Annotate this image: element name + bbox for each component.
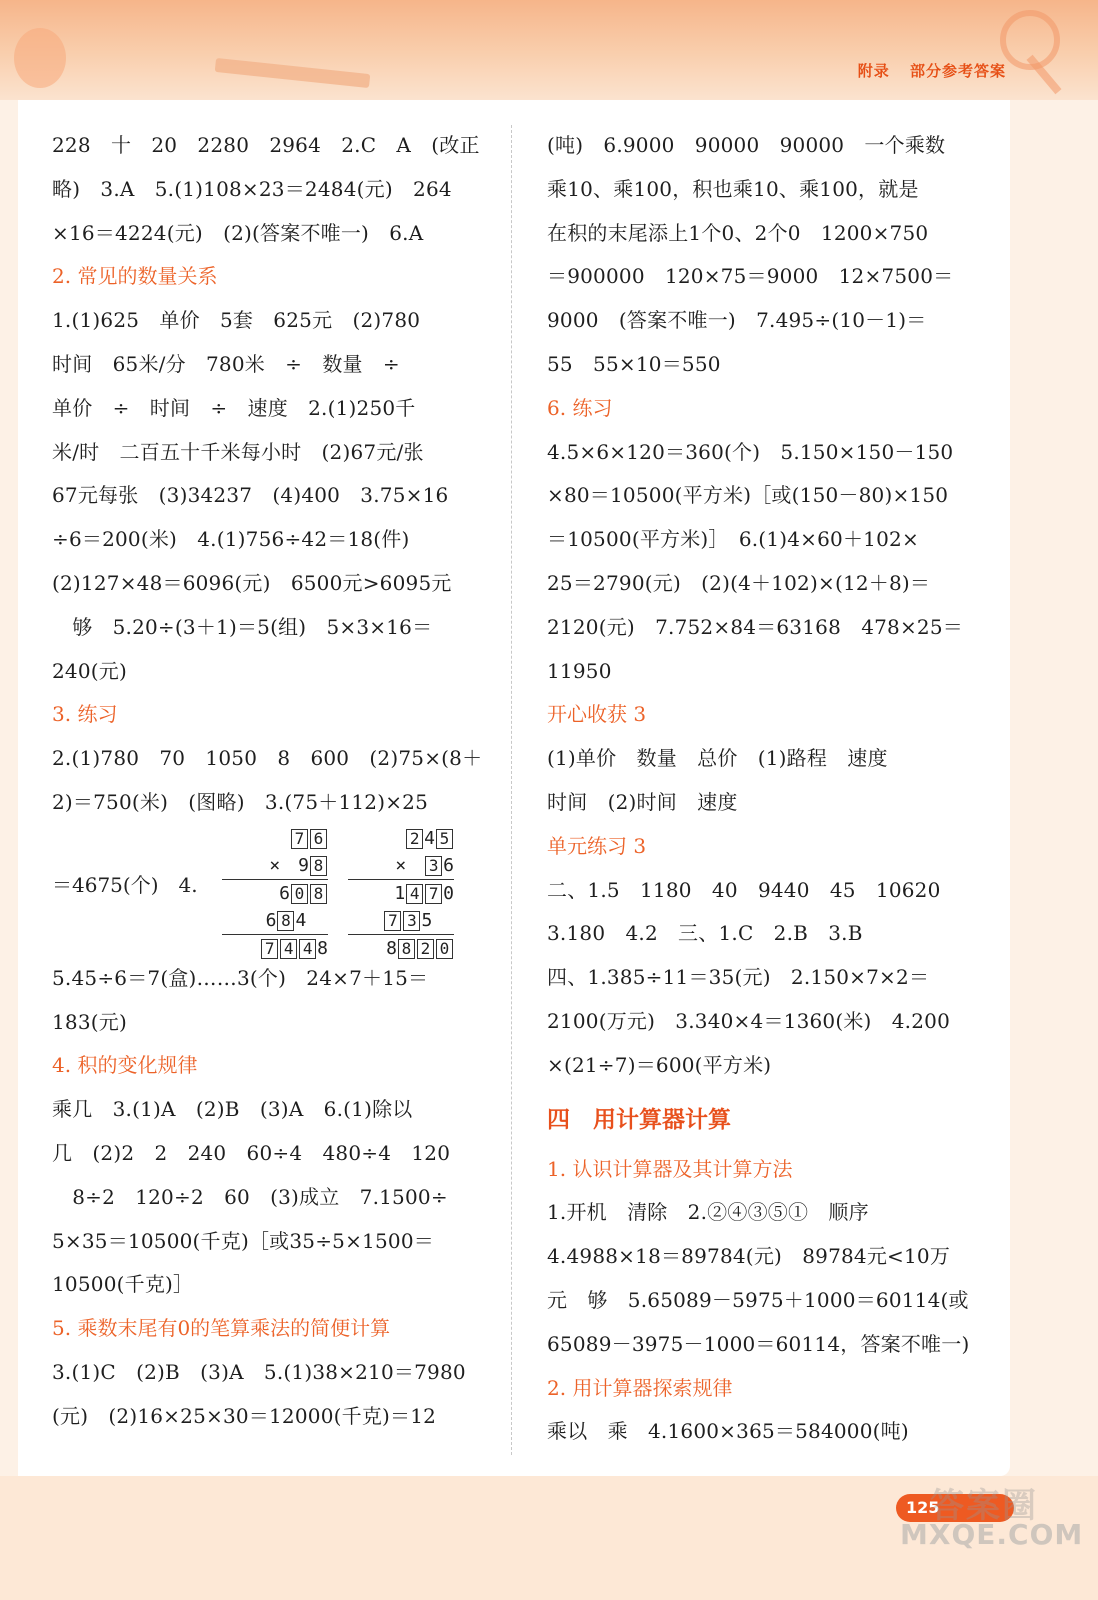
- partial-product-2: 7 3 5: [348, 907, 454, 934]
- partial-product-1: 1 4 7 0: [394, 882, 454, 904]
- answer-line: (元) (2)16×25×30＝12000(千克)＝12: [52, 1403, 437, 1428]
- answer-line: 67元每张 (3)34237 (4)400 3.75×16: [52, 483, 449, 508]
- answer-line: ＝4675(个) 4.: [52, 872, 198, 897]
- section-title: 4. 积的变化规律: [52, 1053, 198, 1078]
- section-title: 2. 用计算器探索规律: [547, 1375, 733, 1400]
- answer-line: (吨) 6.9000 90000 90000 一个乘数: [547, 133, 946, 157]
- section-title: 1. 认识计算器及其计算方法: [547, 1156, 793, 1181]
- section-title: 6. 练习: [547, 395, 613, 420]
- answer-line: (1)单价 数量 总价 (1)路程 速度: [547, 746, 888, 771]
- answer-line: 11950: [547, 658, 612, 683]
- answer-line: ＝10500(平方米)］ 6.(1)4×60＋102×: [547, 527, 919, 552]
- section-title: 开心收获 3: [547, 702, 647, 727]
- answer-line: 2100(万元) 3.340×4＝1360(米) 4.200: [547, 1008, 951, 1033]
- watermark-logo: 答案圈: [930, 1486, 1038, 1526]
- answer-line: 单价 ÷ 时间 ÷ 速度 2.(1)250千: [52, 395, 416, 420]
- answer-line: ×16＝4224(元) (2)(答案不唯一) 6.A: [52, 220, 424, 245]
- vertical-multiplication-2: [348, 825, 454, 962]
- answer-line: 5×35＝10500(千克)［或35÷5×1500＝: [52, 1228, 434, 1253]
- answers-title: 部分参考答案: [909, 62, 1006, 80]
- answer-line: ＝900000 120×75＝9000 12×7500＝: [547, 264, 954, 289]
- multiplicand: 7 6: [222, 825, 328, 852]
- answer-line: 2.(1)780 70 1050 8 600 (2)75×(8＋: [52, 746, 483, 771]
- answer-line: 3.180 4.2 三、1.C 2.B 3.B: [547, 921, 863, 946]
- answer-line: 1.开机 清除 2.②④③⑤① 顺序: [547, 1200, 869, 1225]
- answer-line: 米/时 二百五十千米每小时 (2)67元/张: [52, 439, 424, 464]
- right-column: [547, 124, 977, 1454]
- multiplier: × 3 6: [395, 854, 454, 876]
- chapter-title: 四 用计算器计算: [547, 1106, 731, 1133]
- answer-line: 几 (2)2 2 240 60÷4 480÷4 120: [52, 1140, 451, 1165]
- answer-line: 4.4988×18＝89784(元) 89784元<10万: [547, 1244, 951, 1269]
- answer-line: 55 55×10＝550: [547, 351, 721, 376]
- running-header: [844, 60, 1006, 81]
- answer-line: 228 十 20 2280 2964 2.C A (改正: [52, 133, 480, 157]
- answer-line: 时间 (2)时间 速度: [547, 789, 738, 814]
- left-column: [52, 124, 483, 1439]
- answer-line: 10500(千克)］: [52, 1272, 194, 1297]
- answer-line: 乘以 乘 4.1600×365＝584000(吨): [547, 1419, 909, 1444]
- answer-line: 4.5×6×120＝360(个) 5.150×150－150: [547, 439, 954, 464]
- vertical-calculation-row: [52, 825, 480, 957]
- answer-line: 183(元): [52, 1009, 127, 1034]
- answer-line: ×(21÷7)＝600(平方米): [547, 1052, 772, 1077]
- pencil-decoration-icon: [14, 28, 66, 88]
- answer-line: 时间 65米/分 780米 ÷ 数量 ÷: [52, 351, 400, 376]
- answer-line: 二、1.5 1180 40 9440 45 10620: [547, 877, 941, 902]
- answer-line: ÷6＝200(米) 4.(1)756÷42＝18(件): [52, 527, 410, 552]
- answer-line: ×80＝10500(平方米)［或(150－80)×150: [547, 483, 949, 508]
- answer-line: 2120(元) 7.752×84＝63168 478×25＝: [547, 614, 963, 639]
- answer-line: 1.(1)625 单价 5套 625元 (2)780: [52, 308, 421, 333]
- partial-product-1: 6 0 8: [222, 880, 328, 907]
- answer-line: 2)＝750(米) (图略) 3.(75＋112)×25: [52, 789, 429, 814]
- answer-line: 65089－3975－1000＝60114，答案不唯一): [547, 1331, 970, 1356]
- answer-line: (2)127×48＝6096(元) 6500元>6095元: [52, 570, 452, 595]
- multiplier: × 9 8: [222, 852, 328, 879]
- decorative-stripe: [215, 58, 371, 88]
- page-number: 125: [896, 1494, 1014, 1522]
- section-title: 单元练习 3: [547, 833, 647, 858]
- answer-line: 略) 3.A 5.(1)108×23＝2484(元) 264: [52, 176, 452, 201]
- answer-line: 25＝2790(元) (2)(4＋102)×(12＋8)＝: [547, 570, 931, 595]
- answer-line: 在积的末尾添上1个0、2个0 1200×750: [547, 220, 929, 245]
- partial-product-2: 6 8 4: [265, 909, 307, 931]
- answer-line: 四、1.385÷11＝35(元) 2.150×7×2＝: [547, 965, 930, 990]
- answer-line: 5.45÷6＝7(盒)……3(个) 24×7＋15＝: [52, 965, 429, 990]
- product: 7 4 4 8: [222, 935, 328, 962]
- answer-line: 8÷2 120÷2 60 (3)成立 7.1500÷: [52, 1184, 448, 1209]
- section-title: 5. 乘数末尾有0的笔算乘法的简便计算: [52, 1316, 391, 1341]
- answer-line: 9000 (答案不唯一) 7.495÷(10－1)＝: [547, 308, 927, 333]
- vertical-multiplication-1: [222, 825, 328, 962]
- multiplicand: 2 4 5: [348, 825, 454, 852]
- product: 8 8 2 0: [348, 935, 454, 962]
- appendix-label: 附录: [857, 62, 890, 80]
- answer-line: 元 够 5.65089－5975＋1000＝60114(或: [547, 1287, 969, 1312]
- answer-line: 够 5.20÷(3＋1)＝5(组) 5×3×16＝: [52, 614, 433, 639]
- answer-line: 3.(1)C (2)B (3)A 5.(1)38×210＝7980: [52, 1359, 466, 1384]
- column-divider: [511, 125, 512, 1455]
- answer-line: 240(元): [52, 658, 127, 683]
- answer-line: 乘10、乘100，积也乘10、乘100，就是: [547, 176, 919, 201]
- section-title: 3. 练习: [52, 702, 118, 727]
- watermark: MXQE.COM: [900, 1518, 1084, 1551]
- header-band: [0, 0, 1098, 100]
- answer-line: 乘几 3.(1)A (2)B (3)A 6.(1)除以: [52, 1097, 413, 1122]
- section-title: 2. 常见的数量关系: [52, 264, 218, 289]
